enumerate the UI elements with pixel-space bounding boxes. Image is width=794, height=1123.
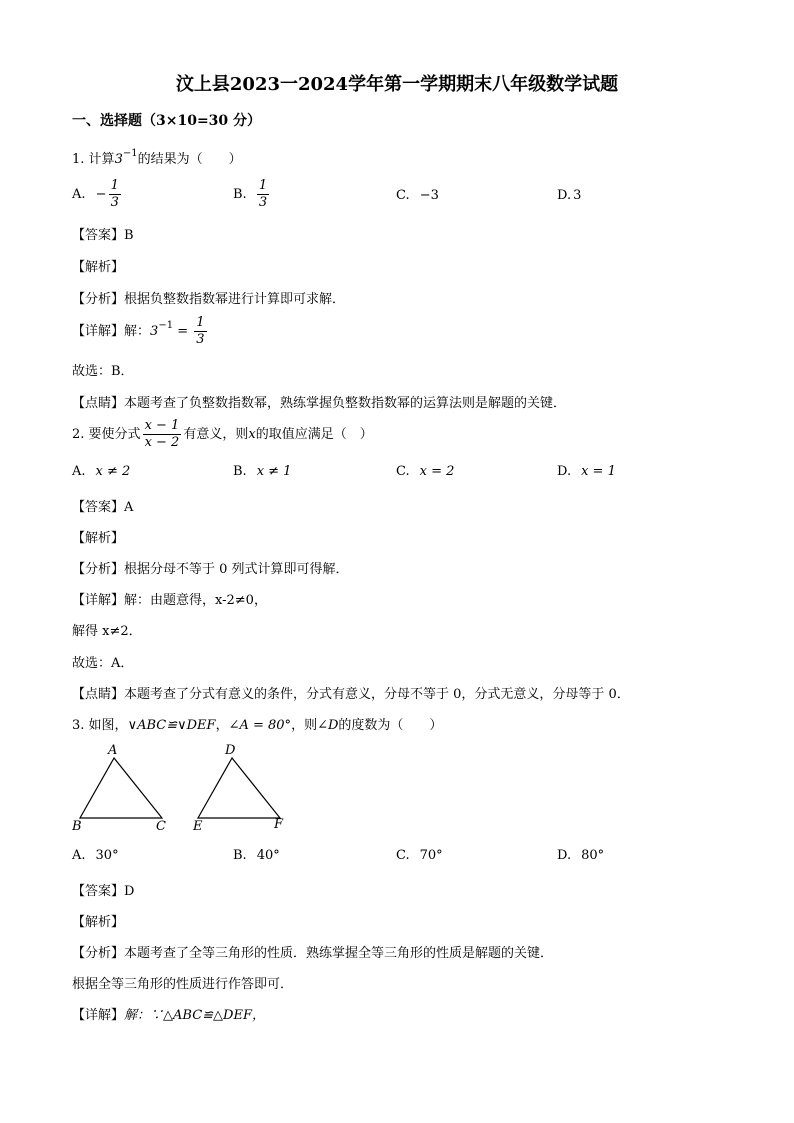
q1-option-d: D. 3: [557, 188, 582, 203]
label-a: A: [108, 743, 118, 758]
label-f: F: [274, 817, 284, 832]
q3-answer: 【答案】D: [72, 884, 135, 899]
fraction: $\frac{x - 1}{x - 2}$: [144, 418, 180, 450]
q3-option-d: D. 80°: [557, 848, 605, 863]
q1-option-c: C. −3: [396, 188, 439, 203]
question-number: 3.: [72, 718, 85, 733]
q3-option-c: C. 70°: [396, 848, 443, 863]
q1-dianjing: 【点睛】本题考查了负整数指数幂，熟练掌握负整数指数幂的运算法则是解题的关键．: [72, 396, 567, 411]
label-d: D: [225, 743, 236, 758]
q2-option-b: B. x ≠ 1: [233, 464, 292, 479]
q3-analysis-tag: 【解析】: [72, 915, 125, 930]
q3-option-b: B. 40°: [233, 848, 280, 863]
fraction: $\frac{1}{3}$: [110, 178, 119, 210]
question-number: 2.: [72, 427, 85, 442]
section-heading: 一、选择题（3×10=30 分）: [72, 113, 262, 129]
fraction: $\frac{1}{3}$: [196, 315, 205, 347]
triangle-abc: [80, 758, 162, 818]
label-c: C: [156, 819, 166, 834]
q2-guxuan: 故选：A．: [72, 656, 134, 671]
q2-option-a: A. x ≠ 2: [72, 464, 131, 479]
q3-option-a: A. 30°: [72, 848, 119, 863]
q1-analysis-tag: 【解析】: [72, 260, 125, 275]
question-3-stem: 3. 如图，∨ABC≌∨DEF，∠A = 80°，则∠D的度数为（ ）: [72, 718, 443, 733]
q2-option-c: C. x = 2: [396, 464, 455, 479]
question-2-stem: 2. 要使分式 $\frac{x - 1}{x - 2}$ 有意义，则x的取值应满足（ ）: [72, 418, 373, 450]
q2-xiangjie: 【详解】解：由题意得，x-2≠0，: [72, 593, 267, 608]
q1-fenxi: 【分析】根据负整数指数幂进行计算即可求解．: [72, 292, 346, 307]
fraction: $\frac{1}{3}$: [258, 178, 268, 210]
question-1-stem: 1. 计算$3^{-1}$的结果为（ ）: [72, 148, 242, 167]
q3-fenxi: 【分析】本题考查了全等三角形的性质．熟练掌握全等三角形的性质是解题的关键．: [72, 946, 554, 961]
q3-genju: 根据全等三角形的性质进行作答即可．: [72, 977, 294, 992]
q2-fenxi: 【分析】根据分母不等于 0 列式计算即可得解．: [72, 562, 349, 577]
q2-jiede: 解得 x≠2．: [72, 624, 142, 639]
q1-answer: 【答案】B: [72, 228, 134, 243]
q2-option-d: D. x = 1: [557, 464, 616, 479]
label-e: E: [193, 819, 203, 834]
q2-answer: 【答案】A: [72, 500, 134, 515]
congruent-triangles-figure: [72, 738, 302, 838]
q2-analysis-tag: 【解析】: [72, 531, 125, 546]
triangle-def: [198, 758, 280, 818]
q1-guxuan: 故选：B．: [72, 364, 134, 379]
label-b: B: [72, 819, 82, 834]
q3-xiangjie: 【详解】解：∵△ABC≌△DEF，: [72, 1008, 265, 1023]
q1-xiangjie: 【详解】解：$3^{-1}$ = $\frac{1}{3}$: [72, 315, 205, 347]
q1-option-b: B. $\frac{1}{3}$: [233, 178, 268, 210]
question-number: 1.: [72, 152, 85, 167]
q1-option-a: A. − $\frac{1}{3}$: [72, 178, 119, 210]
q2-dianjing: 【点睛】本题考查了分式有意义的条件，分式有意义，分母不等于 0，分式无意义，分母等于 0．: [72, 687, 630, 702]
page-title: 汶上县2023一2024学年第一学期期末八年级数学试题: [175, 74, 619, 95]
